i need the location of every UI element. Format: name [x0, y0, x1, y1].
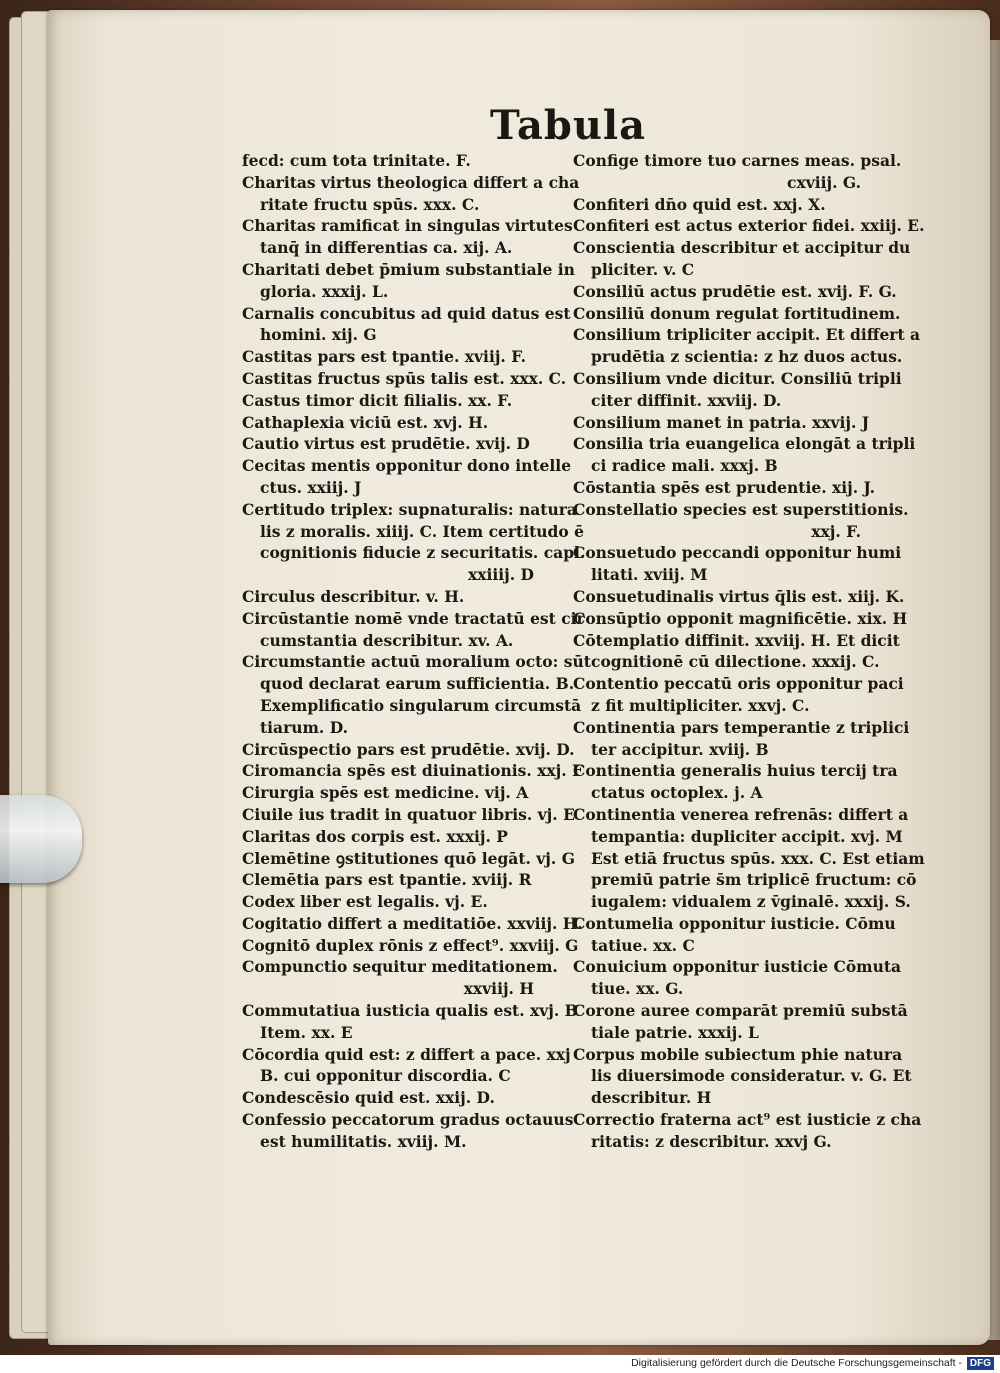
index-entry-line: Cathaplexia viciū est. xvj. H.: [242, 412, 489, 432]
index-entry-line: Consuetudinalis virtus q̄lis est. xiij. K.: [573, 586, 905, 606]
index-entry-line: Confiteri dn̄o quid est. xxj. X.: [573, 194, 826, 214]
index-entry-line: tanq̄ in differentias ca. xij. A.: [260, 238, 513, 258]
dfg-logo: DFG: [967, 1357, 994, 1370]
index-column-right: [573, 150, 925, 1153]
index-entry-line: Consūptio opponit magnificētie. xix. H: [573, 608, 908, 628]
index-entry-line: Continentia venerea refrenās: differt a: [573, 804, 909, 824]
index-entry-line: Carnalis concubitus ad quid datus est: [242, 303, 571, 323]
index-entry-line: Clemētine ꝯstitutiones quō legāt. vj. G: [242, 848, 575, 868]
index-entry-line: Consiliū actus prudētie est. xvij. F. G.: [573, 281, 897, 301]
index-entry-line: Circūspectio pars est prudētie. xvij. D.: [242, 739, 575, 759]
index-entry-line: Contumelia opponitur iusticie. Cōmu: [573, 913, 896, 933]
index-entry-line: Codex liber est legalis. vj. E.: [242, 892, 488, 912]
index-entry-line: premiū patrie s̄m triplicē fructum: cō: [591, 870, 917, 890]
index-entry-line: Ciromancia spēs est diuinationis. xxj. F: [242, 761, 584, 781]
index-entry-line: Cognitō duplex rōnis z effect⁹. xxviij. G: [242, 935, 579, 955]
index-entry-line: Confige timore tuo carnes meas. psal.: [573, 151, 902, 170]
index-entry-line: Cōstantia spēs est prudentie. xij. J.: [573, 477, 876, 497]
index-entry-line: Consuetudo peccandi opponitur humi: [573, 543, 902, 563]
index-entry-line: Cautio virtus est prudētie. xvij. D: [242, 434, 530, 454]
index-entry-line: ritate fructu spūs. xxx. C.: [260, 194, 480, 214]
index-entry-line: tempantia: dupliciter accipit. xvj. M: [591, 826, 903, 846]
index-entry-line: tiue. xx. G.: [591, 979, 684, 999]
index-entry-line: describitur. H: [591, 1088, 712, 1108]
index-entry-line: z fit multipliciter. xxvj. C.: [591, 695, 810, 715]
index-entry-line: Continentia generalis huius tercij tra: [573, 761, 898, 781]
index-entry-line: ritatis: z describitur. xxvj G.: [591, 1131, 832, 1151]
index-entry-line: Corpus mobile subiectum phie natura: [573, 1044, 903, 1064]
index-entry-line: Consiliū donum regulat fortitudinem.: [573, 303, 901, 323]
index-entry-line: litati. xviij. M: [591, 565, 708, 585]
index-entry-line: xxiiij. D: [468, 565, 534, 585]
index-entry-line: Cirurgia spēs est medicine. vij. A: [242, 783, 529, 803]
index-entry-line: Castitas fructus spūs talis est. xxx. C.: [242, 368, 567, 388]
index-entry-line: quod declarat earum sufficientia. B.: [260, 674, 575, 694]
index-entry-line: Cecitas mentis opponitur dono intelle: [242, 456, 572, 476]
index-entry-line: tiale patrie. xxxij. L: [591, 1022, 759, 1042]
index-entry-line: Circūstantie nomē vnde tractatū est cir: [242, 608, 585, 628]
index-entry-line: Charitati debet p̄mium substantiale in: [242, 259, 575, 279]
index-entry-line: cumstantia describitur. xv. A.: [260, 630, 514, 650]
index-entry-line: Consilium manet in patria. xxvij. J: [573, 412, 870, 432]
index-entry-line: Conuicium opponitur iusticie Cōmuta: [573, 957, 902, 977]
index-entry-line: Est etiā fructus spūs. xxx. C. Est etiam: [591, 848, 925, 868]
index-entry-line: Claritas dos corpis est. xxxij. P: [242, 826, 508, 846]
index-entry-line: Contentio peccatū oris opponitur paci: [573, 674, 904, 694]
index-entry-line: citer diffinit. xxviij. D.: [591, 390, 782, 410]
index-entry-line: Castus timor dicit filialis. xx. F.: [242, 390, 513, 410]
index-entry-line: Constellatio species est superstitionis.: [573, 499, 909, 519]
index-entry-line: Clemētia pars est tpantie. xviij. R: [242, 870, 532, 890]
index-entry-line: homini. xij. G: [260, 325, 377, 345]
index-entry-line: Charitas ramificat in singulas virtutes: [242, 216, 573, 236]
index-entry-line: iugalem: vidualem z v̄ginalē. xxxij. S.: [591, 892, 911, 912]
index-entry-line: Consilium tripliciter accipit. Et differt a: [573, 325, 921, 345]
index-entry-line: Item. xx. E: [260, 1022, 353, 1042]
index-entry-line: Circulus describitur. v. H.: [242, 586, 465, 606]
index-entry-line: Correctio fraterna act⁹ est iusticie z cha: [573, 1110, 922, 1130]
index-entry-line: Charitas virtus theologica differt a cha: [242, 172, 580, 192]
index-entry-line: ctatus octoplex. j. A: [591, 783, 763, 803]
index-entry-line: Condescēsio quid est. xxij. D.: [242, 1088, 495, 1108]
index-entry-line: lis diuersimode consideratur. v. G. Et: [591, 1066, 912, 1086]
index-entry-line: ci radice mali. xxxj. B: [591, 456, 778, 476]
index-entry-line: cognitionis fiducie z securitatis. capl.: [260, 543, 586, 563]
index-entry-line: tatiue. xx. C: [591, 935, 695, 955]
index-entry-line: Consilium vnde dicitur. Consiliū tripli: [573, 368, 902, 388]
index-entry-line: Exemplificatio singularum circumstā: [260, 695, 582, 715]
index-entry-line: xxviij. H: [463, 979, 534, 999]
index-entry-line: Cōcordia quid est: z differt a pace. xxj: [242, 1044, 571, 1064]
index-entry-line: Cōtemplatio diffinit. xxviij. H. Et dicit: [573, 630, 900, 650]
index-entry-line: Ciuile ius tradit in quatuor libris. vj. E: [242, 804, 575, 824]
index-entry-line: Continentia pars temperantie z triplici: [573, 717, 910, 737]
index-entry-line: tiarum. D.: [260, 717, 349, 737]
index-entry-line: Cogitatio differt a meditatiōe. xxviij. H.: [242, 913, 583, 933]
index-entry-line: Conscientia describitur et accipitur du: [573, 238, 911, 258]
index-entry-line: Corone auree comparāt premiū substā: [573, 1001, 908, 1021]
index-entry-line: Certitudo triplex: supnaturalis: natura: [242, 499, 577, 519]
index-entry-line: est humilitatis. xviij. M.: [260, 1131, 467, 1151]
page-clip: [0, 795, 82, 883]
index-entry-line: Consilia tria euangelica elongāt a tripli: [573, 434, 916, 454]
index-entry-line: fecd: cum tota trinitate. F.: [242, 151, 471, 170]
index-entry-line: Castitas pars est tpantie. xviij. F.: [242, 347, 527, 367]
index-entry-line: B. cui opponitur discordia. C: [260, 1066, 511, 1086]
index-entry-line: gloria. xxxij. L.: [260, 281, 389, 301]
index-entry-line: ter accipitur. xviij. B: [591, 739, 769, 759]
index-entry-line: pliciter. v. C: [591, 259, 695, 279]
index-entry-line: lis z moralis. xiiij. C. Item certitudo ē: [260, 521, 584, 541]
footer-bar: [0, 1355, 1000, 1373]
index-entry-line: Circumstantie actuū moralium octo: sūt: [242, 652, 591, 672]
index-entry-line: Commutatiua iusticia qualis est. xvj. B: [242, 1001, 578, 1021]
footer-credit: Digitalisierung gefördert durch die Deutsche Forschungsgemeinschaft -: [631, 1357, 962, 1369]
index-entry-line: prudētia z scientia: z hz duos actus.: [591, 347, 903, 367]
index-entry-line: cxviij. G.: [787, 172, 861, 192]
page-title: Tabula: [490, 102, 647, 149]
index-entry-line: Confessio peccatorum gradus octauus: [242, 1110, 574, 1130]
index-entry-line: Compunctio sequitur meditationem.: [242, 957, 558, 977]
index-entry-line: cognitionē cū dilectione. xxxij. C.: [591, 652, 880, 672]
index-entry-line: ctus. xxiij. J: [260, 477, 362, 497]
index-entry-line: xxj. F.: [811, 521, 861, 541]
index-column-left: [242, 150, 591, 1153]
index-entry-line: Confiteri est actus exterior fidei. xxiij. E.: [573, 216, 925, 236]
